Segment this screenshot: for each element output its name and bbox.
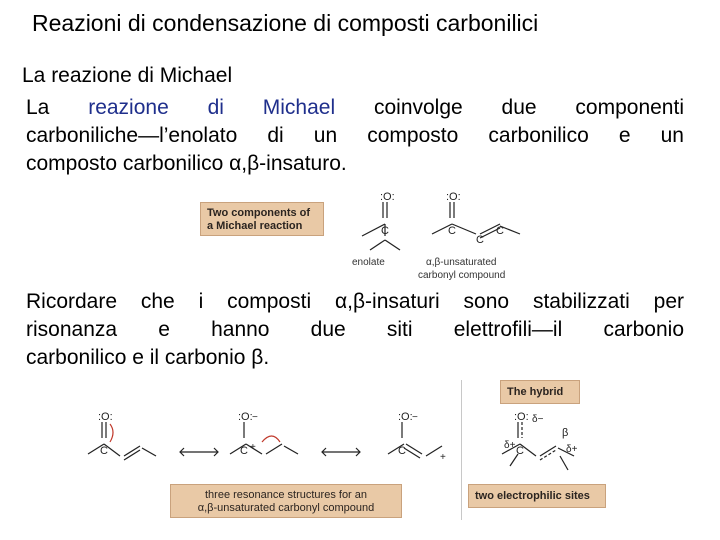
resonance-caption-line1: three resonance structures for an (204, 489, 368, 501)
enolate-down-left-bond (370, 240, 385, 250)
res2-curved-arrow (262, 436, 280, 442)
paragraph2-line2: risonanza e hanno due siti elettrofili—il carbonio (26, 318, 684, 341)
unsaturated-label-line2: carbonyl compound (418, 270, 506, 281)
hybrid-carbonyl-carbon: C (516, 445, 524, 457)
res2-carbonyl-carbon: C (240, 445, 248, 457)
michael-components-structures (340, 188, 540, 258)
paragraph1-line3 (26, 150, 684, 178)
resonance-structures (80, 408, 460, 482)
paragraph2-line3-start: carbonilico e il carbonio (26, 346, 252, 369)
figure-divider (461, 380, 462, 520)
res2-plus-charge: + (250, 442, 256, 453)
res3-plus-charge: + (440, 452, 446, 463)
res3-cc-double (406, 444, 422, 454)
paragraph2-line3-end: . (263, 346, 270, 369)
hybrid-delta-plus-carbonyl: δ+ (504, 440, 516, 451)
paragraph2-line1-end: -insaturi sono stabilizzati per (365, 290, 685, 313)
paragraph1-line1 (26, 94, 684, 122)
res3-carbonyl-carbon: C (398, 445, 406, 457)
paragraph1-line1-end: coinvolge due componenti (335, 96, 684, 119)
enolate-oxygen: :O: (380, 191, 395, 203)
hybrid-oxygen: :O: (514, 411, 529, 423)
hybrid-box: The hybrid (500, 380, 580, 404)
unsat-carbon-carbonyl: C (448, 225, 456, 237)
paragraph1-line3-end: -insaturo. (259, 152, 347, 175)
unsat-carbon-beta: C (496, 225, 504, 237)
paragraph1-line1-start: La (26, 96, 89, 119)
alpha-beta-symbol-2: α,β (334, 290, 366, 313)
paragraph1-line2: carboniliche—l’enolato di un composto carbonilico e un (26, 124, 684, 147)
res3-cc-double-2 (404, 448, 420, 458)
alpha-beta-symbol: α,β (229, 152, 260, 175)
beta-symbol: β (251, 346, 264, 369)
two-components-box (200, 202, 324, 236)
unsat-oxygen: :O: (446, 191, 461, 203)
hybrid-structure (470, 408, 590, 482)
michael-reaction-term: reazione di Michael (88, 96, 336, 119)
enolate-carbon: C (381, 225, 389, 237)
res3-oxygen: :O: (398, 411, 413, 423)
unsaturated-label-line1: α,β-unsaturated (426, 257, 497, 268)
res1-oxygen: :O: (98, 411, 113, 423)
paragraph-michael-definition (26, 94, 684, 178)
paragraph-resonance (26, 288, 684, 372)
res1-carbonyl-carbon: C (100, 445, 108, 457)
two-components-line2: a Michael reaction (207, 220, 303, 232)
enolate-label: enolate (352, 257, 385, 268)
resonance-caption-box (170, 484, 402, 518)
res1-curved-arrow (110, 424, 113, 442)
res2-minus-charge: − (252, 412, 258, 423)
page-title: Reazioni di condensazione di composti carbonilici (32, 10, 539, 36)
res2-oxygen: :O: (238, 411, 253, 423)
enolate-down-right-bond (385, 240, 400, 250)
electrophilic-sites-box: two electrophilic sites (468, 484, 606, 508)
res2-beta-bond (266, 444, 282, 454)
hybrid-delta-minus: δ− (532, 414, 544, 425)
res1-right-bond (142, 448, 156, 456)
res2-right-bond (284, 446, 298, 454)
hybrid-delta-plus-beta: δ+ (566, 444, 578, 455)
paragraph2-line1-start: Ricordare che i composti (26, 290, 335, 313)
two-components-line1: Two components of (207, 207, 311, 219)
hybrid-beta-label: β (562, 427, 569, 439)
resonance-caption-line2: α,β-unsaturated carbonyl compound (197, 502, 375, 514)
res3-minus-charge: − (412, 412, 418, 423)
paragraph1-line3-start: composto carbonilico (26, 152, 230, 175)
paragraph2-line3 (26, 344, 684, 372)
hybrid-beta-arrow (560, 456, 568, 470)
paragraph2-line1 (26, 288, 684, 316)
unsat-carbon-alpha: C (476, 234, 484, 246)
section-subtitle: La reazione di Michael (22, 64, 233, 87)
